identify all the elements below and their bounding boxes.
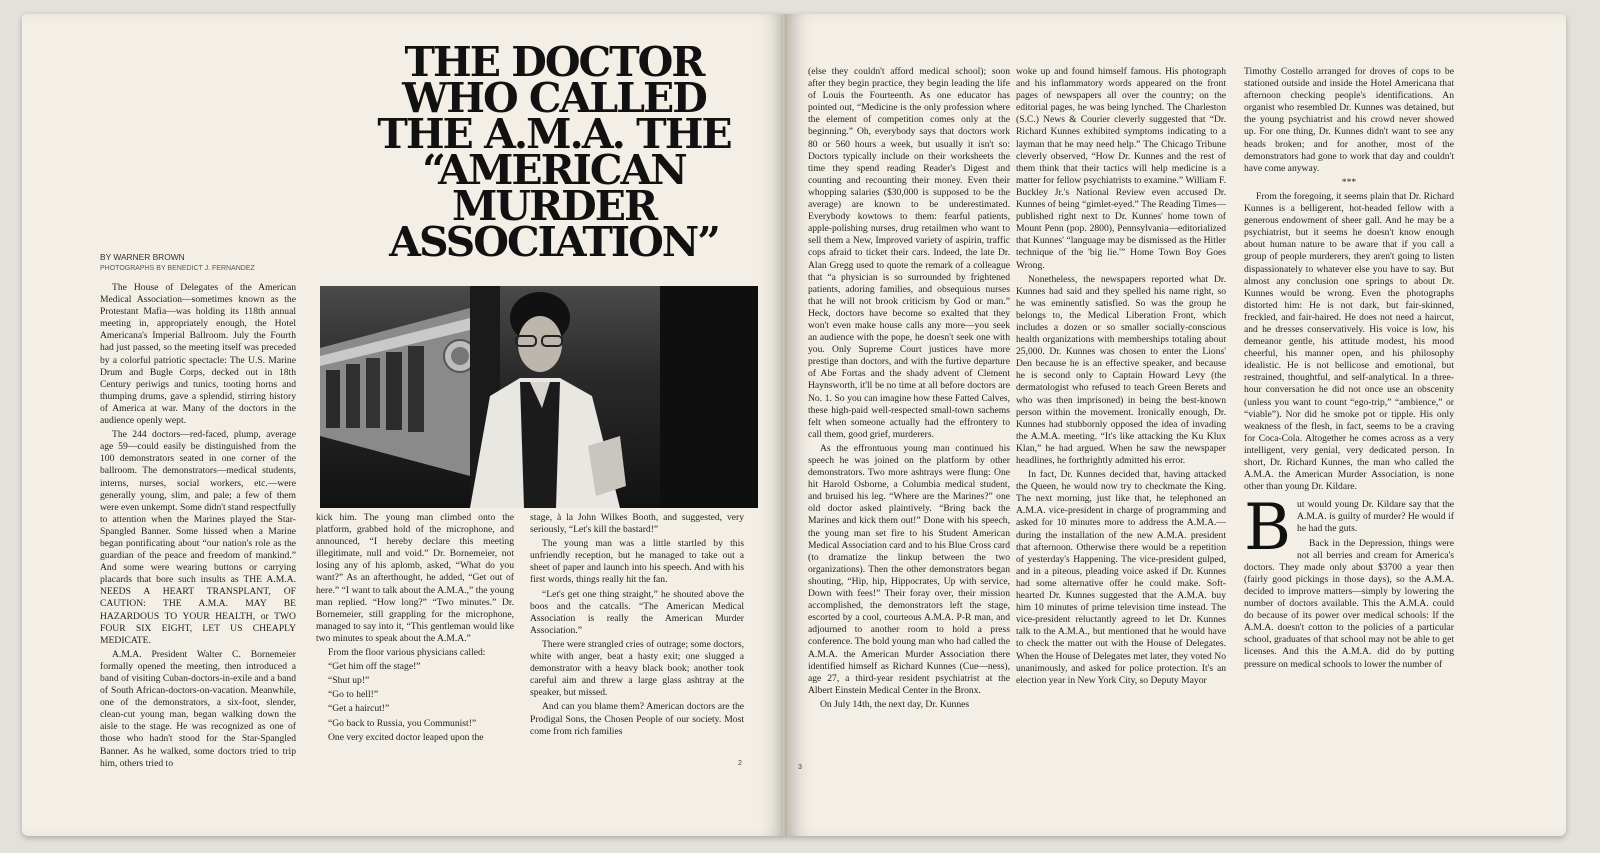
paragraph: Nonetheless, the newspapers reported what Dr. Kunnes had said and they spelled his name right, so he was eminently satisfied. So was the group he belongs to, the Medical Liberation Front, which includes a dozen or so smaller socially-conscious health organizations with memberships totaling about 25,000. Dr. Kunnes was chosen to enter the Lions' Den because he is an effective speaker, and because he is second only to Captain Howard Levy (the dermatologist who refused to teach Green Berets and who was then imprisoned) in being the best-known person within the movement. Ironically enough, Dr. Kunnes had stubbornly opposed the idea of invading the A.M.A. meeting. “It's like attacking the Ku Klux Klan,” he had argued. When he saw the newspaper headlines, he forthrightly admitted his error. <box>1016 273 1226 466</box>
paragraph: On July 14th, the next day, Dr. Kunnes <box>820 698 970 710</box>
byline-block <box>100 252 255 274</box>
article-photo <box>320 286 758 508</box>
right-col-2 <box>1016 66 1226 756</box>
paragraph: Timothy Costello arranged for droves of cops to be stationed outside and inside the Hotel Americana that afternoon checking people's identifications. An organist who resembled Dr. Kunnes was detained, but the young psychiatrist and his crowd never showed up. For one thing, Dr. Kunnes didn't want to see any heads broken; and for another, most of the demonstrators had gone to work that day and couldn't have come anyway. <box>1244 66 1454 174</box>
dropcap-letter: B <box>1244 491 1292 566</box>
paragraph: (else they couldn't afford medical school); soon after they begin practice, they begin leading the life of Louis the Fourteenth. As one educator has pointed out, “Medicine is the only profession where the element of competition comes only at the beginning.” Oh, everybody says that doctors work 80 or 560 hours a week, but usually it isn't so: Doctors typically include on their worksheets the time they spend reading Reader's Digest and counting and recounting their money. Even their whopping salaries ($30,000 is supposed to be the average) are known to be underestimated. Everybody kowtows to them: fearful patients, apple-polishing nurses, drug retailmen who want to sell them a New, Improved variety of aspirin, traffic cops afraid to ticket their cars. Indeed, the late Dr. Alan Gregg used to quote the remark of a colleague that “a physician is so surrounded by frightened patients, adoring families, and obsequious nurses that he will not brook criticism by God or man.” Heck, doctors have become so exalted that they won't even make house calls any more—you seek an audience with the pope, he doesn't seek one with you. Only Supreme Court justices have more prestige than doctors, and with the furtive departure of Abe Fortas and the shady advent of Clement Haynsworth, it'll be no time at all before doctors are No. 1. So you can imagine how these Fatted Calves, these high-paid well-respected small-town sachems felt when someone actually had the effrontery to call them, good grief, murderers. <box>808 66 1010 440</box>
paragraph: The House of Delegates of the American Medical Association—sometimes known as the Protestant Mafia—was holding its 118th annual meeting in, appropriately enough, the Hotel Americana's Imperial Ballroom. July the Fourth had just passed, so the meeting itself was preceded by a colorful patriotic spectacle: The U.S. Marine Drum and Bugle Corps, decked out in 18th Century periwigs and tunics, tooting horns and thumping drums, gave a splendid, stirring history of America at war. Many of the doctors in the audience openly wept. <box>100 282 296 427</box>
paragraph: kick him. The young man climbed onto the platform, grabbed hold of the microphone, and announced, “I hereby declare this meeting illegitimate, null and void.” Dr. Bornemeier, not losing any of his aplomb, asked, “What do you want?” As an afterthought, he added, “Get out of here.” “I want to talk about the A.M.A.,” the young man replied. “How long?” “Two minutes.” Dr. Bornemeier, still grappling for the microphone, managed to say into it, “This gentleman would like two minutes to speak about the A.M.A.” <box>316 512 514 644</box>
paragraph: “Let's get one thing straight,” he shouted above the boos and the catcalls. “The American Medical Association is really the American Murder Association.” <box>530 588 744 636</box>
quote-line: “Go to hell!” <box>328 689 379 701</box>
right-col-1 <box>808 66 1010 766</box>
page-number-left: 2 <box>738 760 742 767</box>
quote-line: “Go back to Russia, you Communist!” <box>328 717 477 729</box>
quote-line: “Get a haircut!” <box>328 703 390 715</box>
quote-line: “Shut up!” <box>328 675 370 687</box>
left-col-3 <box>530 512 744 737</box>
left-col-1 <box>100 282 296 769</box>
paragraph: Back in the Depression, things were not all berries and cream for America's doctors. They made only about $3700 a year then (fairly good pickings in those days), so the A.M.A. decided to improve matters—simply by lowering the number of doctors available. This the A.M.A. could do because of its power over medical schools: If the A.M.A. doesn't cotton to the policies of a particular school, graduates of that school may not be able to get licenses. And this the A.M.A. did do by putting pressure on medical schools to lower the number of <box>1244 537 1454 670</box>
paragraph: woke up and found himself famous. His photograph and his inflammatory words appeared on the front pages of newspapers all over the country; on the editorial pages, he was being lynched. The Charleston (S.C.) News & Courier cleverly suggested that “Dr. Richard Kunnes exhibited symptoms indicating to a layman that he may need help.” The Chicago Tribune cleverly observed, “How Dr. Kunnes and the rest of them think that their tactics will help medicine is a matter for fellow psychiatrists to examine.” William F. Buckley Jr.'s National Review even accused Dr. Kunnes of being “gimlet-eyed.” The Reading Times—published right next to Dr. Kunnes' home town of Mount Penn (pop. 2800), Pennsylvania—editorialized that Kunnes' “language may be dismissed as the Hitler technique of the 'big lie.'” Home Town Boy Goes Wrong. <box>1016 66 1226 271</box>
paragraph: In fact, Dr. Kunnes decided that, having attacked the Queen, he would now try to checkmate the King. The next morning, just like that, he telephoned an A.M.A. vice-president in charge of programming and asked for 10 minutes more to address the A.M.A.—during the installation of the new A.M.A. president that afternoon. Otherwise there would be a repetition of yesterday's Happening. The vice-president gulped, and in a piteous, pleading voice asked if Dr. Kunnes had some alternative offer he could make. Soft-hearted Dr. Kunnes suggested that the A.M.A. buy him 10 minutes of prime television time instead. The vice-president reluctantly agreed to let Dr. Kunnes talk to the A.M.A., but mentioned that he would have to check the matter out with the House of Delegates. When the House of Delegates met later, they voted No unanimously, and asked for police protection. It's an election year in New York City, so Deputy Mayor <box>1016 469 1226 686</box>
author-byline: BY WARNER BROWN <box>100 252 185 262</box>
page-number-right: 3 <box>798 764 802 771</box>
right-col-3 <box>1244 66 1454 756</box>
portrait-photo-icon <box>320 286 758 508</box>
left-col-2 <box>316 512 514 743</box>
paragraph: As the effrontuous young man continued his speech he was joined on the platform by other demonstrators. Two more ashtrays were flung: One hit Harold Osborne, a Columbia medical student, and bruised his leg. “Where are the Marines?” one old doctor asked plaintively. “Bring back the Marines and kick them out!” Done with his speech, the young man set fire to his Student American Medical Association card and to his Blue Cross card (to dramatize the linkup between the two organizations). Then the other demonstrators began shouting, “Hip, hip, Hippocrates, Up with service, Down with fees!” Their foray over, their mission accomplished, the demonstrators left the stage, escorted by a cool, courteous A.M.A. P-R man, and adjourned to another room to hold a press conference. The bold young man who had called the A.M.A. the American Murder Association there identified himself as Richard Kunnes (Cue—ness), age 27, a third-year resident psychiatrist at the Albert Einstein Medical Center in the Bronx. <box>808 442 1010 696</box>
quote-line: “Get him off the stage!” <box>328 661 421 673</box>
book-gutter <box>783 14 789 836</box>
article-headline: THE DOCTOR WHO CALLED THE A.M.A. THE “AMERICAN MURDER ASSOCIATION” <box>377 38 731 266</box>
paragraph: The young man was a little startled by this unfriendly reception, but he managed to take out a sheet of paper and launch into his speech. And with his first words, things really hit the fan. <box>530 538 744 586</box>
paragraph: There were strangled cries of outrage; some doctors, white with anger, beat a hasty exit; one slugged a demonstrator with a heavy black book; another took careful aim and threw a large glass ashtray at the speaker, but missed. <box>530 638 744 699</box>
paragraph: From the floor various physicians called: <box>328 647 486 659</box>
paragraph: From the foregoing, it seems plain that Dr. Richard Kunnes is a belligerent, hot-headed fellow with a generous endowment of sheer gall. And he may be a psychiatrist, but it seems he doesn't know enough about human nature to be aware that if you call a group of people murderers, they aren't going to listen dispassionately to whatever else you have to say. But almost any conclusion one springs to about Dr. Kunnes would be wrong. Even the photographs distorted him: He is not dark, but fair-skinned, freckled, and fair-haired. He does not need a haircut, and he dresses conservatively. His voice is low, his demeanor gentle, his attitude modest, his mood cheerful, his manner open, and his philosophy idealistic. He is not bellicose and emotional, but restrained, thoughtful, and self-analytical. In a three-hour conversation he did not once use an obscenity (unless you want to count “ego-trip,” “ambience,” or “viable”). Nor did he smoke pot or tipple. His only weakness of the flesh, in fact, seems to be a craving for Coca-Cola. Altogether he comes across as a very intelligent, very genial, very dedicated person. In short, Dr. Richard Kunnes, the man who called the A.M.A. the American Murder Association, is none other than young Dr. Kildare. <box>1244 190 1454 493</box>
paragraph: And can you blame them? American doctors are the Prodigal Sons, the Chosen People of our society. Most come from rich families <box>530 701 744 737</box>
paragraph: One very excited doctor leaped upon the <box>328 731 484 743</box>
paragraph: ut would young Dr. Kildare say that the A.M.A. is guilty of murder? He would if he had the guts. <box>1297 499 1454 535</box>
paragraph: stage, à la John Wilkes Booth, and suggested, very seriously, “Let's kill the bastard!” <box>530 512 744 536</box>
section-separator: *** <box>1341 176 1357 188</box>
paragraph: A.M.A. President Walter C. Bornemeier formally opened the meeting, then introduced a band of visiting Cuban-doctors-in-exile and a band of South African-doctors-on-vacation. Meanwhile, one of the demonstrators, a six-foot, slender, clean-cut young man, began walking down the aisle to the stage. He was recognized as one of those who hadn't stood for the Star-Spangled Banner. As he walked, some doctors tried to trip him, others tried to <box>100 648 296 769</box>
paragraph: The 244 doctors—red-faced, plump, average age 59—could easily be distinguished from the 100 demonstrators seated in one corner of the ballroom. The demonstrators—medical students, interns, nurses, social workers, etc.—were generally young, slim, and pale; a few of them were even unkempt. Some didn't stand respectfully to attention when the Marines played the Star-Spangled Banner. Some hissed when a Marine began pontificating about “our nation's role as the guardian of the peace and freedom of mankind.” And some were wearing buttons or carrying placards that bore such insults as THE A.M.A. NEEDS A HEART TRANSPLANT, OF CAUTION: THE A.M.A. MAY BE HAZARDOUS TO YOUR HEALTH, or TWO FOUR SIX EIGHT, LET US CHEAPLY MEDICATE. <box>100 429 296 646</box>
photo-credit: PHOTOGRAPHS BY BENEDICT J. FERNANDEZ <box>100 265 255 272</box>
